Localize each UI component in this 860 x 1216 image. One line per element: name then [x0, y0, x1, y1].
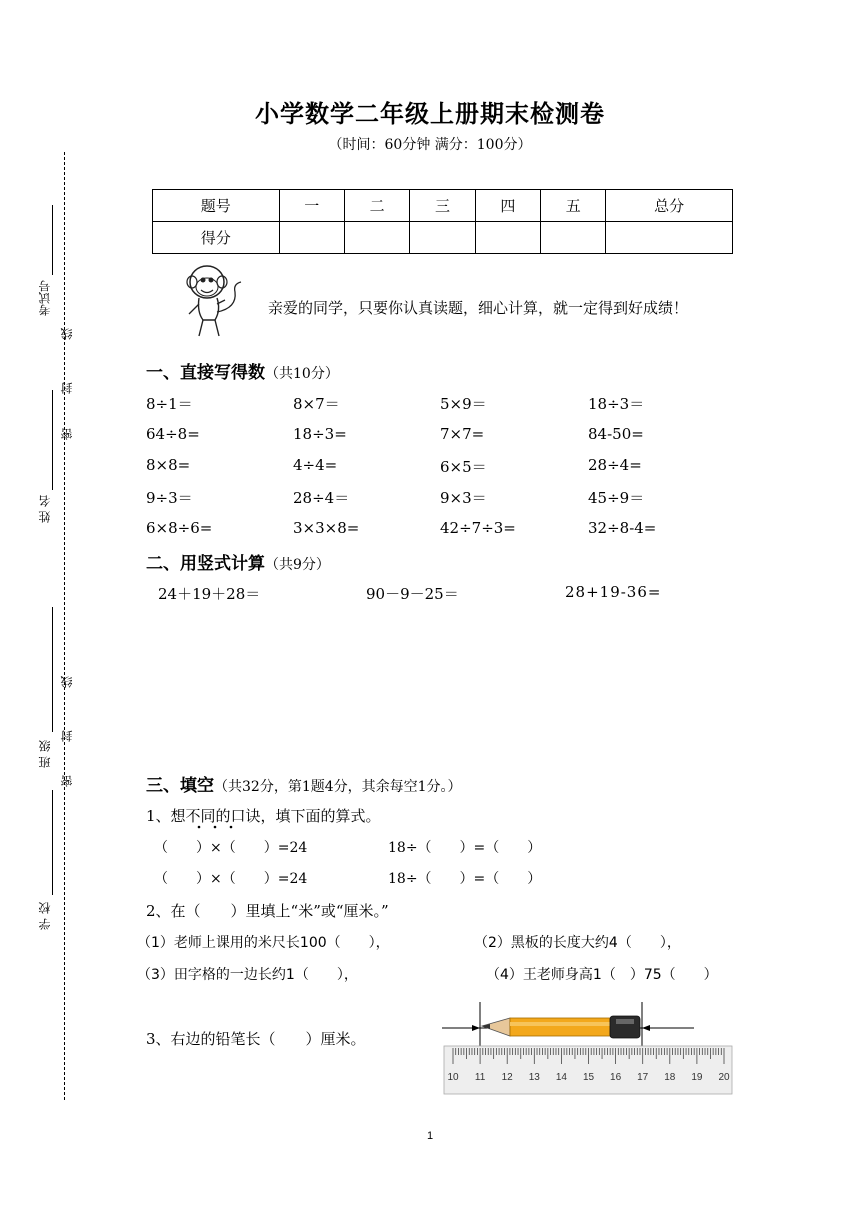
calc-item: 18÷3＝ — [588, 395, 645, 413]
score-cell: 三 — [410, 190, 475, 222]
calc-item: 84-50= — [588, 425, 644, 443]
q1-blank-expr[interactable]: （ ）×（ ）=24 — [154, 871, 308, 887]
calc-item: 6×5＝ — [440, 458, 487, 476]
vertical-calc-item: 28+19-36= — [565, 583, 662, 601]
calc-item: 7×7= — [440, 425, 485, 443]
q1-blank-expr[interactable]: 18÷（ ）=（ ） — [388, 840, 542, 856]
name-label: 姓 名 — [38, 495, 52, 523]
page-subtitle: （时间：60分钟 满分：100分） — [328, 137, 532, 153]
ruler-tick-label: 10 — [447, 1072, 459, 1083]
class-label: 班 级 — [38, 740, 52, 768]
calc-item: 9×3＝ — [440, 489, 487, 507]
greeting-text: 亲爱的同学，只要你认真读题，细心计算，就一定得到好成绩！ — [268, 299, 689, 317]
calc-item: 4÷4= — [293, 456, 338, 474]
name-line — [52, 390, 53, 490]
calc-item: 8×7＝ — [293, 395, 340, 413]
ruler-tick-label: 15 — [582, 1072, 595, 1083]
ruler-tick-label: 16 — [610, 1072, 622, 1083]
ruler-tick-label: 18 — [664, 1072, 676, 1083]
q2-item[interactable]: （1）老师上课用的米尺长100（ ）， — [137, 935, 390, 951]
calc-item: 45÷9＝ — [588, 489, 645, 507]
section1-points: （共10分） — [265, 366, 339, 382]
monkey-mascot-icon — [183, 262, 255, 344]
section1-title: 一、直接写得数 — [146, 363, 265, 383]
calc-item: 28÷4＝ — [293, 489, 350, 507]
section1-heading — [146, 358, 339, 383]
score-value-row — [153, 222, 733, 254]
calc-item: 3×3×8= — [293, 519, 360, 537]
ruler-tick-label: 14 — [555, 1072, 567, 1083]
score-table — [152, 189, 733, 254]
seal-xian-1: 线 — [60, 328, 74, 340]
calc-item: 5×9＝ — [440, 395, 487, 413]
ruler-tick-label: 20 — [718, 1072, 730, 1083]
q3-text[interactable]: 3、右边的铅笔长（ ）厘米。 — [146, 1030, 366, 1048]
q2-item[interactable]: （4）王老师身高1（ ）75（ ） — [486, 967, 718, 983]
calc-item: 9÷3＝ — [146, 489, 193, 507]
score-cell: 四 — [475, 190, 540, 222]
section2-points: （共9分） — [265, 557, 330, 573]
q1-blank-expr[interactable]: （ ）×（ ）=24 — [154, 840, 308, 856]
score-blank[interactable] — [475, 222, 540, 254]
seal-mi-2: 密 — [60, 775, 74, 787]
q1-text: 1、想不同的口诀，填下面的算式。 — [146, 807, 381, 825]
score-cell: 五 — [541, 190, 606, 222]
vertical-calc-item: 90－9－25＝ — [366, 585, 459, 603]
page-title: 小学数学二年级上册期末检测卷 — [255, 100, 605, 128]
exam-number-label: 考试号 — [38, 280, 52, 316]
emphasis-dots-icon — [196, 824, 236, 830]
ruler-tick-label: 19 — [691, 1072, 703, 1083]
score-blank[interactable] — [279, 222, 344, 254]
ruler-tick-label: 11 — [474, 1072, 486, 1083]
q2-item[interactable]: （2）黑板的长度大约4（ ）， — [474, 935, 681, 951]
school-label: 学 校 — [38, 902, 52, 930]
binding-dashed-line — [64, 152, 65, 1100]
seal-feng-2: 封 — [60, 730, 74, 742]
score-header-row — [153, 190, 733, 222]
section2-title: 二、用竖式计算 — [146, 554, 265, 574]
q2-item[interactable]: （3）田字格的一边长约1（ ）， — [137, 967, 358, 983]
ruler-icon — [444, 1046, 732, 1094]
section3-heading — [146, 771, 462, 796]
exam-number-line — [52, 205, 53, 275]
calc-item: 28÷4= — [588, 456, 642, 474]
section3-title: 三、填空 — [146, 776, 214, 796]
score-cell: 题号 — [153, 190, 280, 222]
q2-text: 2、在（ ）里填上“米”或“厘米。” — [146, 902, 389, 920]
score-cell: 一 — [279, 190, 344, 222]
ruler-tick-label: 13 — [528, 1072, 540, 1083]
score-row-label: 得分 — [153, 222, 280, 254]
calc-item: 18÷3= — [293, 425, 347, 443]
ruler-tick-label: 12 — [501, 1072, 513, 1083]
ruler-tick-label: 17 — [637, 1072, 649, 1083]
class-line — [52, 607, 53, 732]
calc-item: 64÷8= — [146, 425, 200, 443]
pencil-ruler-figure — [440, 1000, 736, 1096]
pencil-icon — [482, 1016, 640, 1038]
seal-mi-1: 密 — [60, 428, 74, 440]
calc-item: 32÷8-4= — [588, 519, 657, 537]
q1-blank-expr[interactable]: 18÷（ ）=（ ） — [388, 871, 542, 887]
seal-xian-2: 线 — [60, 676, 74, 688]
vertical-calc-item: 24＋19＋28＝ — [158, 585, 261, 603]
score-cell: 二 — [344, 190, 409, 222]
score-blank[interactable] — [606, 222, 733, 254]
seal-feng-1: 封 — [60, 382, 74, 394]
score-blank[interactable] — [410, 222, 475, 254]
calc-item: 6×8÷6= — [146, 519, 213, 537]
page-number: 1 — [426, 1130, 434, 1142]
school-line — [52, 790, 53, 895]
calc-item: 42÷7÷3= — [440, 519, 516, 537]
score-blank[interactable] — [344, 222, 409, 254]
section3-points: （共32分，第1题4分，其余每空1分。） — [214, 779, 462, 795]
section2-heading — [146, 549, 330, 574]
score-blank[interactable] — [541, 222, 606, 254]
calc-item: 8×8= — [146, 456, 191, 474]
score-cell: 总分 — [606, 190, 733, 222]
calc-item: 8÷1＝ — [146, 395, 193, 413]
